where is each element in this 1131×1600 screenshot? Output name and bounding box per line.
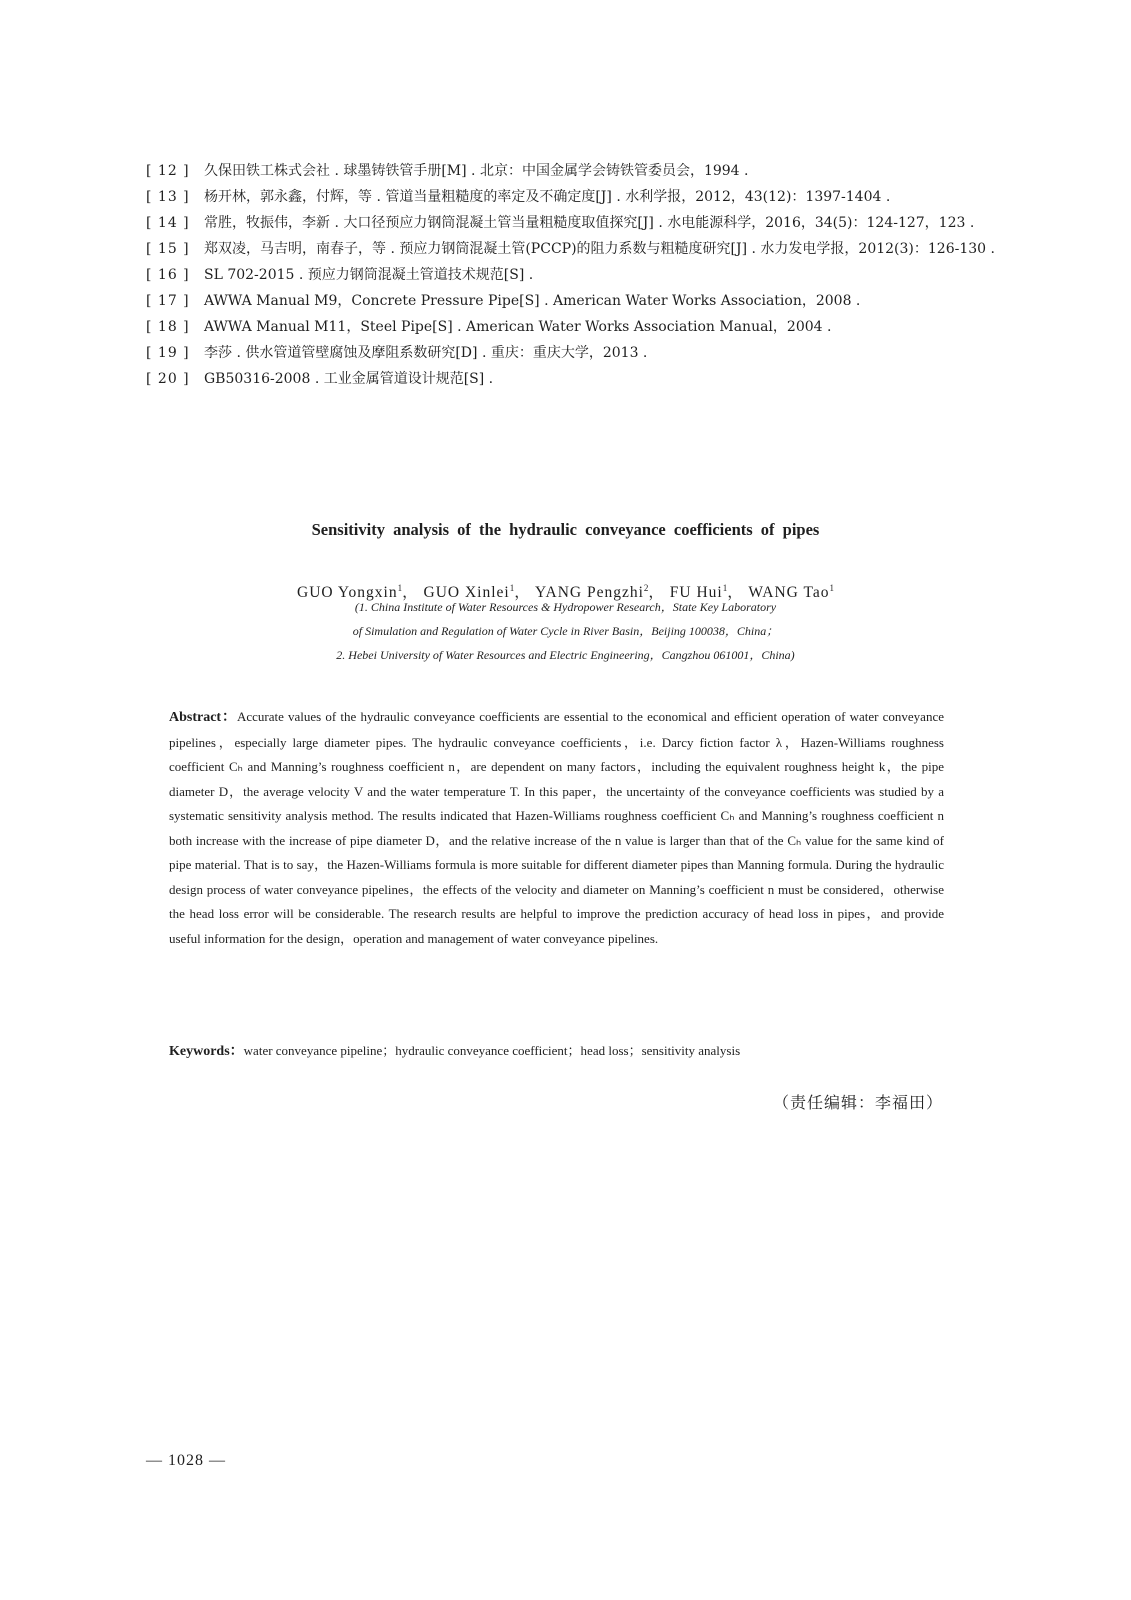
author-separator: ，	[402, 584, 419, 601]
reference-item	[146, 158, 1001, 184]
reference-number: [ 20 ]	[146, 371, 190, 387]
author-affiliation-mark: 1	[829, 582, 834, 593]
author-name: GUO Xinlei	[423, 584, 510, 601]
reference-item	[146, 184, 1001, 210]
author-name: FU Hui	[669, 584, 723, 601]
author-separator: ，	[727, 584, 744, 601]
affiliation-line: of Simulation and Regulation of Water Cycle in River Basin，Beijing 100038，China；	[352, 624, 779, 638]
abstract	[169, 705, 944, 951]
reference-text: 郑双凌，马吉明，南春子，等 . 预应力钢筒混凝土管(PCCP)的阻力系数与粗糙度研究[J] . 水力发电学报，2012(3)：126-130 .	[204, 241, 995, 257]
reference-number: [ 13 ]	[146, 189, 190, 205]
reference-number: [ 18 ]	[146, 319, 190, 335]
reference-item	[146, 314, 1001, 340]
reference-item	[146, 288, 1001, 314]
author-affiliation-mark: 2	[643, 582, 649, 593]
reference-item	[146, 340, 1001, 366]
reference-text: SL 702-2015 . 预应力钢筒混凝土管道技术规范[S] .	[204, 267, 534, 283]
reference-number: [ 16 ]	[146, 267, 190, 283]
author-separator: ，	[648, 584, 665, 601]
reference-item	[146, 366, 1001, 392]
reference-text: 杨开林，郭永鑫，付辉，等 . 管道当量粗糙度的率定及不确定度[J] . 水利学报，2012，43(12)：1397-1404 .	[204, 189, 891, 205]
reference-text: AWWA Manual M11，Steel Pipe[S] . American Water Works Association Manual，2004 .	[204, 319, 832, 335]
reference-text: 久保田铁工株式会社 . 球墨铸铁管手册[M] . 北京：中国金属学会铸铁管委员会，1994 .	[204, 163, 749, 179]
abstract-text: Accurate values of the hydraulic conveyance coefficients are essential to the economical and efficient operation of water conveyance pipelines，especially large diameter pipes. The hydraulic conveyance coefficients，i.e. Darcy fiction factor λ，Hazen-Williams roughness coefficient Cₕ and Manning’s roughness coefficient n，are dependent on many factors，including the equivalent roughness height k，the pipe diameter D，the average velocity V and the water temperature T. In this paper，the uncertainty of the conveyance coefficients was studied by a systematic sensitivity analysis method. The results indicated that Hazen-Williams roughness coefficient Cₕ and Manning’s roughness coefficient n both increase with the increase of pipe diameter D，and the relative increase of the n value is larger than that of the Cₕ value for the same kind of pipe material. That is to say，the Hazen-Williams formula is more suitable for different diameter pipes than Manning formula. During the hydraulic design process of water conveyance pipelines，the effects of the velocity and diameter on Manning’s coefficient n must be considered，otherwise the head loss error will be considerable. The research results are helpful to improve the prediction accuracy of head loss in pipes，and provide useful information for the design，operation and management of water conveyance pipelines.	[169, 709, 944, 946]
responsible-editor: （责任编辑：李福田）	[772, 1093, 943, 1112]
reference-item	[146, 210, 1001, 236]
author-affiliation-mark: 1	[397, 582, 403, 593]
keywords-text: water conveyance pipeline；hydraulic conveyance coefficient；head loss；sensitivity analysis	[243, 1043, 741, 1058]
reference-item	[146, 236, 1001, 262]
reference-text: AWWA Manual M9，Concrete Pressure Pipe[S] . American Water Works Association，2008 .	[204, 293, 861, 309]
reference-number: [ 17 ]	[146, 293, 190, 309]
author-affiliation-mark: 1	[509, 582, 515, 593]
reference-text: 李莎 . 供水管道管壁腐蚀及摩阻系数研究[D] . 重庆：重庆大学，2013 .	[204, 345, 648, 361]
abstract-label: Abstract：	[169, 710, 237, 725]
affiliation-line: 2. Hebei University of Water Resources and Electric Engineering，Cangzhou 061001，China)	[336, 648, 795, 662]
reference-number: [ 19 ]	[146, 345, 190, 361]
affiliation-line: (1. China Institute of Water Resources & Hydropower Research，State Key Laboratory	[354, 600, 777, 614]
keywords-label: Keywords：	[169, 1044, 244, 1059]
keywords	[169, 1039, 944, 1064]
reference-list	[146, 158, 1001, 392]
reference-number: [ 12 ]	[146, 163, 190, 179]
author-name: GUO Yongxin	[297, 584, 398, 601]
reference-number: [ 14 ]	[146, 215, 190, 231]
author-name: WANG Tao	[748, 584, 830, 601]
author-separator: ，	[514, 584, 531, 601]
reference-text: GB50316-2008 . 工业金属管道设计规范[S] .	[204, 371, 494, 387]
author-affiliation-mark: 1	[722, 582, 728, 593]
paper-title: Sensitivity analysis of the hydraulic conveyance coefficients of pipes	[311, 520, 820, 539]
reference-text: 常胜，牧振伟，李新 . 大口径预应力钢筒混凝土管当量粗糙度取值探究[J] . 水电能源科学，2016，34(5)：124-127，123 .	[204, 215, 975, 231]
page-number: — 1028 —	[146, 1452, 226, 1469]
author-name: YANG Pengzhi	[535, 584, 644, 601]
reference-item	[146, 262, 1001, 288]
reference-number: [ 15 ]	[146, 241, 190, 257]
